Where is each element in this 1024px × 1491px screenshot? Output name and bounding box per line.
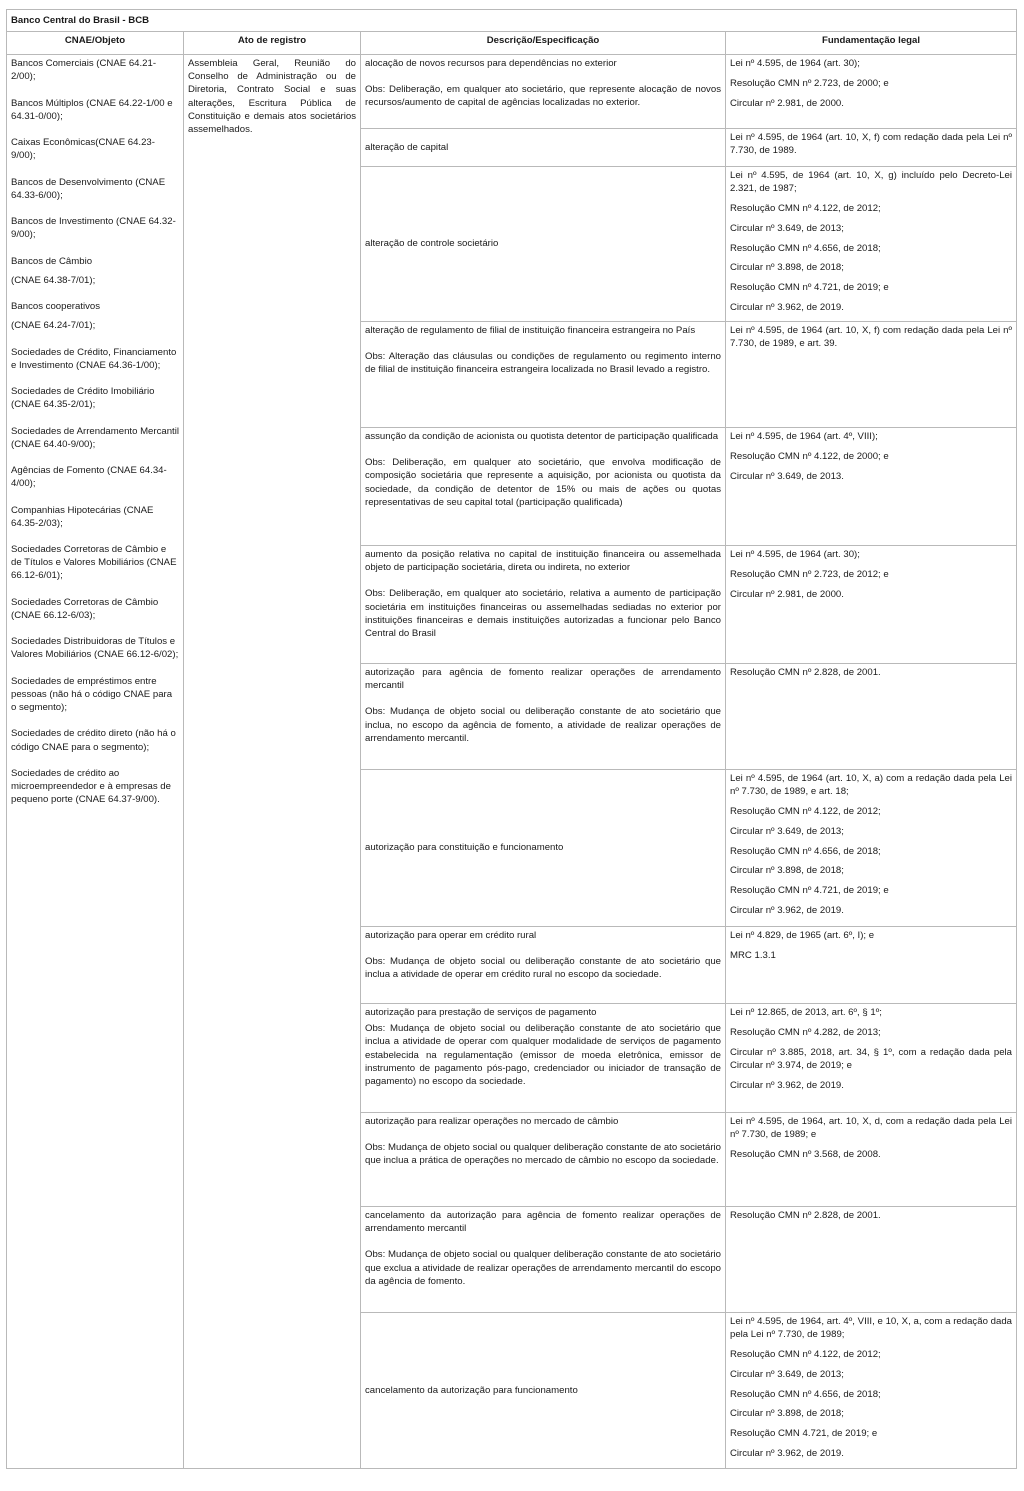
descricao-obs: Obs: Mudança de objeto social ou deliberação constante de ato societário que inclua a atividade de operar com qualquer modalidade de serviços de pagamento estabelecida na regulamentação (emissor de moeda eletrônica, emissor de instrumento de pagamento pós-pago, credenciador ou iniciador de transação de pagamento) no escopo da sociedade. bbox=[365, 1023, 721, 1088]
table-title: Banco Central do Brasil - BCB bbox=[7, 10, 1017, 32]
cnae-objeto-item: Sociedades de Crédito, Financiamento e Investimento (CNAE 64.36-1/00); bbox=[11, 346, 177, 371]
fundamentacao-item: Lei nº 12.865, de 2013, art. 6º, § 1º; bbox=[730, 1007, 882, 1018]
fundamentacao-item: Circular nº 3.649, de 2013; bbox=[730, 1368, 844, 1380]
fundamentacao-cell bbox=[726, 1207, 1017, 1313]
fundamentacao-item: Lei nº 4.595, de 1964 (art. 10, X, a) com a redação dada pela Lei nº 7.730, de 1989, e art. 18; bbox=[730, 773, 1013, 798]
descricao-title: autorização para realizar operações no mercado de câmbio bbox=[365, 1116, 619, 1127]
cnae-objeto-item: Sociedades de empréstimos entre pessoas (não há o código CNAE para o segmento); bbox=[11, 675, 173, 714]
header-ato-registro: Ato de registro bbox=[184, 32, 361, 55]
fundamentacao-item: Lei nº 4.595, de 1964 (art. 10, X, g) incluído pelo Decreto-Lei 2.321, de 1987; bbox=[730, 170, 1013, 195]
fundamentacao-item: Circular nº 2.981, de 2000. bbox=[730, 97, 844, 109]
fundamentacao-item: Lei nº 4.595, de 1964 (art. 10, X, f) com redação dada pela Lei nº 7.730, de 1989, e art. 39. bbox=[730, 325, 1013, 350]
fundamentacao-item: Circular nº 3.649, de 2013; bbox=[730, 222, 844, 234]
fundamentacao-item: Resolução CMN nº 4.122, de 2000; e bbox=[730, 450, 889, 462]
fundamentacao-item: Lei nº 4.595, de 1964 (art. 30); bbox=[730, 58, 860, 69]
fundamentacao-item: Circular nº 3.962, de 2019. bbox=[730, 904, 844, 916]
fundamentacao-item: Circular nº 3.649, de 2013; bbox=[730, 825, 844, 837]
fundamentacao-item: Resolução CMN 4.721, de 2019; e bbox=[730, 1428, 878, 1440]
descricao-cell bbox=[361, 770, 726, 927]
cnae-objeto-item: Sociedades de crédito direto (não há o código CNAE para o segmento); bbox=[11, 728, 176, 753]
fundamentacao-cell bbox=[726, 55, 1017, 129]
fundamentacao-item: Lei nº 4.595, de 1964 (art. 4º, VIII); bbox=[730, 431, 878, 442]
cnae-objeto-item: Bancos cooperativos bbox=[11, 301, 101, 312]
descricao-cell bbox=[361, 1313, 726, 1469]
cnae-objeto-item: Sociedades de Crédito Imobiliário (CNAE 64.35-2/01); bbox=[11, 386, 155, 411]
descricao-cell bbox=[361, 55, 726, 129]
fundamentacao-item: Resolução CMN nº 3.568, de 2008. bbox=[730, 1149, 881, 1160]
header-cnae-objeto: CNAE/Objeto bbox=[7, 32, 184, 55]
cnae-objeto-item: Caixas Econômicas(CNAE 64.23-9/00); bbox=[11, 137, 155, 162]
cnae-objeto-item: (CNAE 64.38-7/01); bbox=[11, 274, 96, 286]
fundamentacao-cell bbox=[726, 1113, 1017, 1207]
ato-registro-text: Assembleia Geral, Reunião do Conselho de Administração ou de Diretoria, Contrato Social e suas alterações, Escritura Pública de Constituição e demais atos societários assemelhados. bbox=[184, 55, 361, 1469]
descricao-title: autorização para operar em crédito rural bbox=[365, 930, 537, 941]
fundamentacao-item: Resolução CMN nº 4.656, de 2018; bbox=[730, 845, 881, 857]
descricao-obs: Obs: Mudança de objeto social ou qualquer deliberação constante de ato societário que exclua a atividade de realizar operações de arrendamento mercantil do escopo da agência de fomento. bbox=[365, 1249, 721, 1287]
cnae-objeto-item: Bancos de Desenvolvimento (CNAE 64.33-6/00); bbox=[11, 176, 166, 201]
fundamentacao-item: Circular nº 3.898, de 2018; bbox=[730, 1408, 844, 1420]
fundamentacao-item: Resolução CMN nº 4.282, de 2013; bbox=[730, 1026, 881, 1038]
descricao-title: autorização para prestação de serviços de pagamento bbox=[365, 1007, 597, 1018]
fundamentacao-item: Resolução CMN nº 4.721, de 2019; e bbox=[730, 282, 889, 294]
descricao-obs: Obs: Deliberação, em qualquer ato societário, que represente alocação de novos recursos/aumento de capital de agências localizadas no exterior. bbox=[365, 84, 721, 109]
fundamentacao-item: MRC 1.3.1 bbox=[730, 949, 776, 961]
descricao-obs: Obs: Deliberação, em qualquer ato societário, relativa a aumento de participação societária em instituições financeiras ou assemelhadas sediadas no exterior por instituições financeiras e demais instituições autorizadas a funcionar pelo Banco Central do Brasil bbox=[365, 588, 721, 640]
fundamentacao-item: Resolução CMN nº 4.656, de 2018; bbox=[730, 242, 881, 254]
fundamentacao-item: Circular nº 3.885, 2018, art. 34, § 1º, com a redação dada pela Circular nº 3.974, de 2019; e bbox=[730, 1046, 1013, 1071]
fundamentacao-cell bbox=[726, 770, 1017, 927]
fundamentacao-item: Resolução CMN nº 4.122, de 2012; bbox=[730, 203, 881, 214]
descricao-cell bbox=[361, 927, 726, 1004]
header-descricao: Descrição/Especificação bbox=[361, 32, 726, 55]
cnae-objeto-list bbox=[7, 55, 184, 1469]
descricao-cell bbox=[361, 167, 726, 322]
fundamentacao-item: Circular nº 3.649, de 2013. bbox=[730, 470, 844, 482]
descricao-cell bbox=[361, 546, 726, 664]
descricao-cell bbox=[361, 664, 726, 770]
fundamentacao-cell bbox=[726, 927, 1017, 1004]
fundamentacao-item: Resolução CMN nº 4.656, de 2018; bbox=[730, 1388, 881, 1400]
fundamentacao-cell bbox=[726, 1004, 1017, 1113]
cnae-objeto-item: Sociedades de Arrendamento Mercantil (CNAE 64.40-9/00); bbox=[11, 425, 179, 450]
fundamentacao-cell bbox=[726, 664, 1017, 770]
table-row bbox=[7, 55, 1017, 129]
fundamentacao-item: Resolução CMN nº 4.122, de 2012; bbox=[730, 806, 881, 817]
fundamentacao-item: Circular nº 2.981, de 2000. bbox=[730, 588, 844, 600]
descricao-cell bbox=[361, 1004, 726, 1113]
descricao-cell bbox=[361, 1207, 726, 1313]
descricao-title: alteração de regulamento de filial de instituição financeira estrangeira no País bbox=[365, 325, 696, 336]
fundamentacao-item: Lei nº 4.595, de 1964, art. 4º, VIII, e 10, X, a, com a redação dada pela Lei nº 7.730, de 1989; bbox=[730, 1316, 1013, 1341]
descricao-title: cancelamento da autorização para funcionamento bbox=[365, 1384, 578, 1396]
fundamentacao-item: Lei nº 4.595, de 1964, art. 10, X, d, com a redação dada pela Lei nº 7.730, de 1989; e bbox=[730, 1116, 1013, 1141]
fundamentacao-cell bbox=[726, 129, 1017, 167]
cnae-objeto-item: (CNAE 64.24-7/01); bbox=[11, 320, 96, 332]
descricao-obs: Obs: Alteração das cláusulas ou condições de regulamento ou regimento interno de filial de instituição financeira estrangeira localizada no Brasil levado a registro. bbox=[365, 351, 721, 376]
fundamentacao-cell bbox=[726, 1313, 1017, 1469]
fundamentacao-cell bbox=[726, 546, 1017, 664]
document-page bbox=[6, 9, 1016, 1469]
cnae-objeto-item: Sociedades de crédito ao microempreendedor e à empresas de pequeno porte (CNAE 64.37-9/00). bbox=[11, 767, 171, 806]
descricao-obs: Obs: Deliberação, em qualquer ato societário, que envolva modificação de composição societária que represente a aquisição, por acionista ou quotista da sociedade, da condição de detentor de 15% ou mais de ações ou quotas representativas de seu capital total (participação qualificada) bbox=[365, 457, 721, 508]
fundamentacao-item: Resolução CMN nº 2.723, de 2000; e bbox=[730, 77, 889, 89]
descricao-cell bbox=[361, 129, 726, 167]
fundamentacao-item: Resolução CMN nº 4.721, de 2019; e bbox=[730, 885, 889, 897]
descricao-obs: Obs: Mudança de objeto social ou deliberação constante de ato societário que inclua, no escopo da agência de fomento, a atividade de realizar operações de arrendamento mercantil. bbox=[365, 706, 721, 744]
cnae-objeto-item: Companhias Hipotecárias (CNAE 64.35-2/03); bbox=[11, 504, 154, 529]
descricao-title: alteração de capital bbox=[365, 141, 449, 153]
descricao-title: autorização para agência de fomento realizar operações de arrendamento mercantil bbox=[365, 667, 721, 692]
cnae-objeto-item: Sociedades Corretoras de Câmbio (CNAE 66.12-6/03); bbox=[11, 596, 159, 621]
fundamentacao-item: Lei nº 4.595, de 1964 (art. 30); bbox=[730, 549, 860, 560]
fundamentacao-item: Circular nº 3.898, de 2018; bbox=[730, 865, 844, 877]
fundamentacao-item: Resolução CMN nº 2.828, de 2001. bbox=[730, 667, 881, 678]
regulatory-table bbox=[6, 9, 1017, 1469]
fundamentacao-cell bbox=[726, 167, 1017, 322]
descricao-cell bbox=[361, 322, 726, 428]
fundamentacao-cell bbox=[726, 428, 1017, 546]
cnae-objeto-item: Agências de Fomento (CNAE 64.34-4/00); bbox=[11, 465, 167, 490]
cnae-objeto-item: Bancos de Investimento (CNAE 64.32-9/00); bbox=[11, 216, 176, 241]
cnae-objeto-item: Bancos Múltiplos (CNAE 64.22-1/00 e 64.31-0/00); bbox=[11, 97, 173, 122]
descricao-title: autorização para constituição e funcionamento bbox=[365, 842, 564, 854]
cnae-objeto-item: Bancos Comerciais (CNAE 64.21-2/00); bbox=[11, 58, 157, 83]
fundamentacao-item: Circular nº 3.962, de 2019. bbox=[730, 1447, 844, 1459]
fundamentacao-item: Lei nº 4.829, de 1965 (art. 6º, I); e bbox=[730, 930, 875, 941]
fundamentacao-item: Resolução CMN nº 2.723, de 2012; e bbox=[730, 568, 889, 580]
title-row bbox=[7, 10, 1017, 32]
fundamentacao-item: Lei nº 4.595, de 1964 (art. 10, X, f) com redação dada pela Lei nº 7.730, de 1989. bbox=[730, 132, 1013, 157]
descricao-title: aumento da posição relativa no capital de instituição financeira ou assemelhada objeto de participação societária, direta ou indireta, no exterior bbox=[365, 549, 721, 574]
fundamentacao-item: Circular nº 3.962, de 2019. bbox=[730, 301, 844, 313]
descricao-title: alocação de novos recursos para dependências no exterior bbox=[365, 58, 617, 69]
cnae-objeto-item: Bancos de Câmbio bbox=[11, 255, 93, 267]
descricao-obs: Obs: Mudança de objeto social ou qualquer deliberação constante de ato societário que inclua a prática de operações no mercado de câmbio no escopo da sociedade. bbox=[365, 1142, 721, 1167]
cnae-objeto-item: Sociedades Distribuidoras de Títulos e Valores Mobiliários (CNAE 66.12-6/02); bbox=[11, 636, 179, 661]
fundamentacao-item: Resolução CMN nº 4.122, de 2012; bbox=[730, 1349, 881, 1360]
descricao-title: alteração de controle societário bbox=[365, 238, 499, 250]
descricao-cell bbox=[361, 428, 726, 546]
descricao-cell bbox=[361, 1113, 726, 1207]
descricao-title: assunção da condição de acionista ou quotista detentor de participação qualificada bbox=[365, 431, 719, 442]
header-fundamentacao: Fundamentação legal bbox=[726, 32, 1017, 55]
fundamentacao-item: Circular nº 3.962, de 2019. bbox=[730, 1079, 844, 1091]
fundamentacao-cell bbox=[726, 322, 1017, 428]
fundamentacao-item: Circular nº 3.898, de 2018; bbox=[730, 262, 844, 274]
descricao-title: cancelamento da autorização para agência de fomento realizar operações de arrendamento mercantil bbox=[365, 1210, 721, 1235]
header-row bbox=[7, 32, 1017, 55]
cnae-objeto-item: Sociedades Corretoras de Câmbio e de Títulos e Valores Mobiliários (CNAE 66.12-6/01); bbox=[11, 544, 177, 582]
descricao-obs: Obs: Mudança de objeto social ou deliberação constante de ato societário que inclua a atividade de operar em crédito rural no escopo da sociedade. bbox=[365, 956, 721, 981]
fundamentacao-item: Resolução CMN nº 2.828, de 2001. bbox=[730, 1210, 881, 1221]
